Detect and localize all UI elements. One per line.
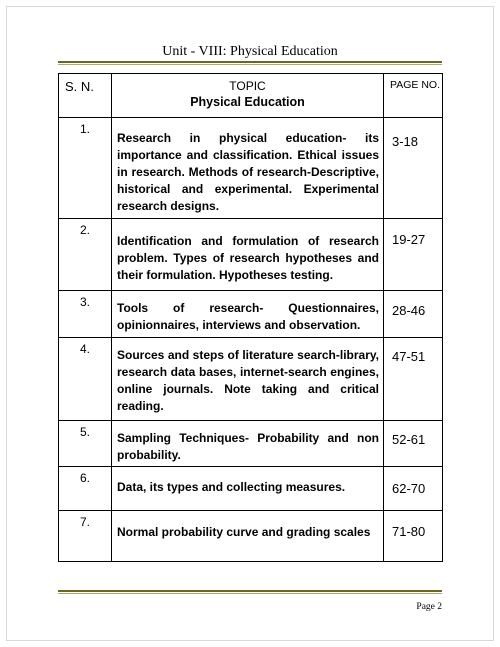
row-page: 28-46 bbox=[384, 291, 443, 338]
row-topic: Normal probability curve and grading scales bbox=[112, 511, 384, 562]
row-sn: 3. bbox=[59, 291, 112, 338]
header-rule bbox=[58, 61, 442, 65]
sn-column-header: S. N. bbox=[59, 74, 112, 118]
row-topic: Sources and steps of literature search-library, research data bases, internet-search engines, online journals. Note taking and critical reading. bbox=[112, 338, 384, 421]
row-topic: Tools of research- Questionnaires, opinionnaires, interviews and observation. bbox=[112, 291, 384, 338]
page-column-header: PAGE NO. bbox=[384, 74, 443, 118]
row-sn: 5. bbox=[59, 421, 112, 467]
table-row bbox=[59, 338, 443, 421]
row-page: 71-80 bbox=[384, 511, 443, 562]
table-row bbox=[59, 291, 443, 338]
footer-rule bbox=[58, 590, 442, 594]
table-header-row bbox=[59, 74, 443, 118]
row-sn: 1. bbox=[59, 118, 112, 219]
row-topic: Sampling Techniques- Probability and non probability. bbox=[112, 421, 384, 467]
topic-column-header bbox=[112, 74, 384, 118]
row-sn: 7. bbox=[59, 511, 112, 562]
table-row bbox=[59, 511, 443, 562]
page-number: Page 2 bbox=[416, 602, 442, 612]
topic-subheader-label: Physical Education bbox=[190, 95, 305, 109]
table-row bbox=[59, 118, 443, 219]
row-page: 47-51 bbox=[384, 338, 443, 421]
topic-header-label: TOPIC bbox=[229, 79, 266, 93]
row-sn: 4. bbox=[59, 338, 112, 421]
row-topic: Research in physical education- its importance and classification. Ethical issues in research. Methods of research-Descriptive, historical and experimental. Experimental research designs. bbox=[112, 118, 384, 219]
contents-table bbox=[58, 73, 443, 562]
row-sn: 2. bbox=[59, 219, 112, 291]
row-page: 52-61 bbox=[384, 421, 443, 467]
row-topic: Identification and formulation of research problem. Types of research hypotheses and their formulation. Hypotheses testing. bbox=[112, 219, 384, 291]
table-row bbox=[59, 467, 443, 511]
row-page: 19-27 bbox=[384, 219, 443, 291]
row-page: 62-70 bbox=[384, 467, 443, 511]
page-header-title: Unit - VIII: Physical Education bbox=[162, 44, 338, 59]
table-row bbox=[59, 219, 443, 291]
row-topic: Data, its types and collecting measures. bbox=[112, 467, 384, 511]
row-page: 3-18 bbox=[384, 118, 443, 219]
row-sn: 6. bbox=[59, 467, 112, 511]
table-row bbox=[59, 421, 443, 467]
